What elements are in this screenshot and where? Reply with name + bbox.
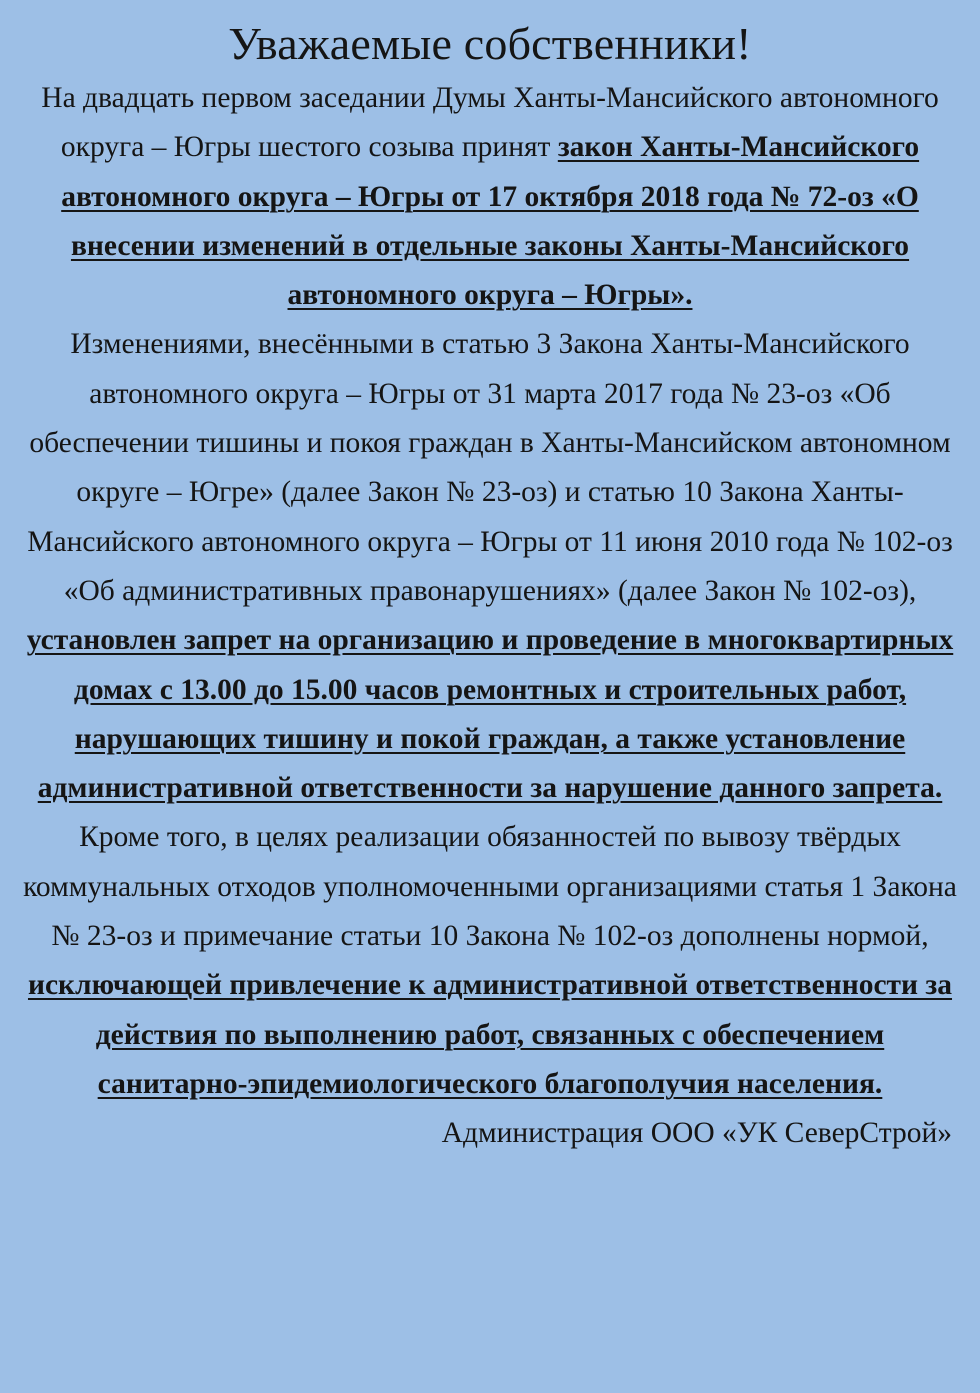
notice-title: Уважаемые собственники! <box>228 18 752 69</box>
noise-ban-emphasis: установлен запрет на организацию и проведение в многоквартирных домах с 13.00 до 15.00 часов ремонтных и строительных работ, нарушающих тишину и покой граждан, а также установление административной ответственности за нарушение данного запрета. <box>26 624 954 805</box>
paragraph-text: На двадцать первом заседании Думы Ханты-Мансийского автономного округа – Югры шестого созыва принят <box>41 82 939 164</box>
paragraph-text: Кроме того, в целях реализации обязанностей по вывозу твёрдых коммунальных отходов уполномоченными организациями статья 1 Закона № 23-оз и примечание статьи 10 Закона № 102-оз дополнены нормой, <box>23 821 957 953</box>
paragraph-text: Изменениями, внесёнными в статью 3 Закона Ханты-Мансийского автономного округа – Югры от 31 марта 2017 года № 23-оз «Об обеспечении тишины и покоя граждан в Ханты-Мансийском автономном округе – Югре» (далее Закон № 23-оз) и статью 10 Закона Ханты-Мансийского автономного округа – Югры от 11 июня 2010 года № 102-оз «Об административных правонарушениях» (далее Закон № 102-оз), <box>27 328 953 607</box>
paragraph-waste-exception <box>22 813 958 1109</box>
paragraph-noise-ban <box>22 320 958 813</box>
signature: Администрация ООО «УК СеверСтрой» <box>441 1117 952 1150</box>
waste-exception-emphasis: исключающей привлечение к административной ответственности за действия по выполнению работ, связанных с обеспечением санитарно-эпидемиологического благополучия населения. <box>27 969 953 1100</box>
paragraph-law-adopted <box>22 74 958 320</box>
law-reference-emphasis: закон Ханты-Мансийского автономного округа – Югры от 17 октября 2018 года № 72-оз «О внесении изменений в отдельные законы Ханты-Мансийского автономного округа – Югры». <box>61 131 920 312</box>
